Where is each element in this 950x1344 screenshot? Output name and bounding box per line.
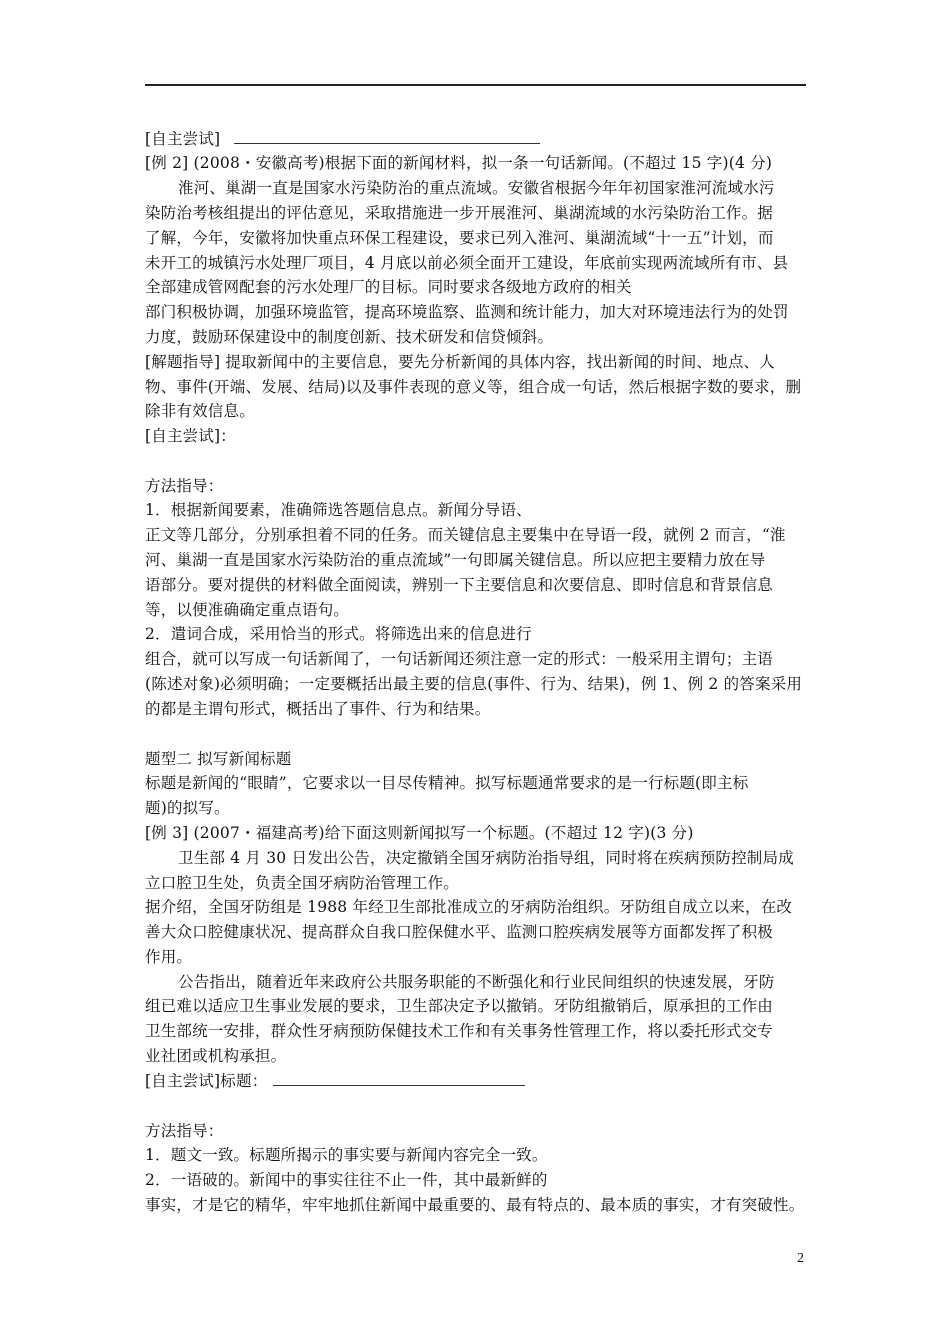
- answer-blank[interactable]: [234, 129, 540, 144]
- section-heading: 题型二 拟写新闻标题: [145, 750, 292, 768]
- text-line: 语部分。要对提供的材料做全面阅读，辨别一下主要信息和次要信息、即时信息和背景信息: [145, 576, 774, 594]
- text-line: 2．一语破的。新闻中的事实往往不止一件，其中最新鲜的: [145, 1171, 548, 1189]
- text-line: 标题是新闻的“眼睛”，它要求以一目尽传精神。拟写标题通常要求的是一行标题(即主标: [145, 774, 749, 792]
- text-line: 作用。: [145, 948, 193, 966]
- text-line: 1．根据新闻要素，准确筛选答题信息点。新闻分导语、: [145, 501, 532, 519]
- text-line: 未开工的城镇污水处理厂项目，4 月底以前必须全面开工建设，年底前实现两流域所有市、县: [145, 254, 789, 272]
- section-heading: 方法指导：: [145, 477, 224, 495]
- text-line: 1．题文一致。标题所揭示的事实要与新闻内容完全一致。: [145, 1146, 548, 1164]
- text-line: 据介绍，全国牙防组是 1988 年经卫生部批准成立的牙病防治组织。牙防组自成立以来，在改: [145, 898, 793, 916]
- text-line: 业社团或机构承担。: [145, 1047, 287, 1065]
- text-line: 组已难以适应卫生事业发展的要求，卫生部决定予以撤销。牙防组撤销后，原承担的工作由: [145, 997, 774, 1015]
- text-line: [自主尝试]: [145, 129, 810, 149]
- text-line: [例 2] (2008・安徽高考)根据下面的新闻材料，拟一条一句话新闻。(不超过 15 字)(4 分): [145, 154, 773, 172]
- text-line: 正文等几部分，分别承担着不同的任务。而关键信息主要集中在导语一段，就例 2 而言，“淮: [145, 526, 786, 544]
- text-line: 部门积极协调，加强环境监管，提高环境监察、监测和统计能力，加大对环境违法行为的处罚: [145, 303, 789, 321]
- text-line: [自主尝试]：: [145, 427, 236, 445]
- text-line: 事实，才是它的精华，牢牢地抓住新闻中最重要的、最有特点的、最本质的事实，才有突破性。: [145, 1196, 805, 1214]
- text-line: [解题指导] 提取新闻中的主要信息，要先分析新闻的具体内容，找出新闻的时间、地点、人: [145, 353, 775, 371]
- text-line: 公告指出，随着近年来政府公共服务职能的不断强化和行业民间组织的快速发展，牙防: [178, 973, 775, 991]
- text-line: (陈述对象)必须明确；一定要概括出最主要的信息(事件、行为、结果)，例 1、例 2 的答案采用: [145, 675, 803, 693]
- text-line: 的都是主谓句形式，概括出了事件、行为和结果。: [145, 700, 491, 718]
- text-line: 物、事件(开端、发展、结局)以及事件表现的意义等，组合成一句话，然后根据字数的要求，删: [145, 378, 802, 396]
- section-heading: 方法指导：: [145, 1122, 224, 1140]
- text-line: 染防治考核组提出的评估意见，采取措施进一步开展淮河、巢湖流域的水污染防治工作。据: [145, 204, 774, 222]
- text-line: [自主尝试]标题：: [145, 1071, 810, 1091]
- text-line: 善大众口腔健康状况、提高群众自我口腔保健水平、监测口腔疾病发展等方面都发挥了积极: [145, 923, 774, 941]
- text-line: 了解，今年，安徽将加快重点环保工程建设，要求已列入淮河、巢湖流域“十一五”计划，而: [145, 229, 774, 247]
- page-number: 2: [797, 1251, 804, 1266]
- text-line: 立口腔卫生处，负责全国牙病防治管理工作。: [145, 874, 460, 892]
- title-answer-blank[interactable]: [273, 1071, 525, 1086]
- text-line: [例 3] (2007・福建高考)给下面这则新闻拟写一个标题。(不超过 12 字)(3 分): [145, 824, 694, 842]
- text-line: 卫生部统一安排，群众性牙病预防保健技术工作和有关事务性管理工作，将以委托形式交专: [145, 1022, 774, 1040]
- text-line: 全部建成管网配套的污水处理厂的目标。同时要求各级地方政府的相关: [145, 278, 632, 296]
- text-line: 卫生部 4 月 30 日发出公告，决定撤销全国牙病防治指导组，同时将在疾病预防控制局成: [178, 849, 794, 867]
- header-rule: [145, 84, 806, 86]
- text-line: 题)的拟写。: [145, 799, 230, 817]
- text-line: 河、巢湖一直是国家水污染防治的重点流域”一句即属关键信息。所以应把主要精力放在导: [145, 551, 766, 569]
- text-line: 力度，鼓励环保建设中的制度创新、技术研发和信贷倾斜。: [145, 328, 554, 346]
- text-line: 除非有效信息。: [145, 402, 255, 420]
- text-line: 组合，就可以写成一句话新闻了，一句话新闻还须注意一定的形式：一般采用主谓句；主语: [145, 650, 774, 668]
- text-line: 等，以便准确确定重点语句。: [145, 601, 350, 619]
- text-line: 2．遣词合成，采用恰当的形式。将筛选出来的信息进行: [145, 625, 532, 643]
- text-line: 淮河、巢湖一直是国家水污染防治的重点流域。安徽省根据今年年初国家淮河流域水污: [178, 179, 775, 197]
